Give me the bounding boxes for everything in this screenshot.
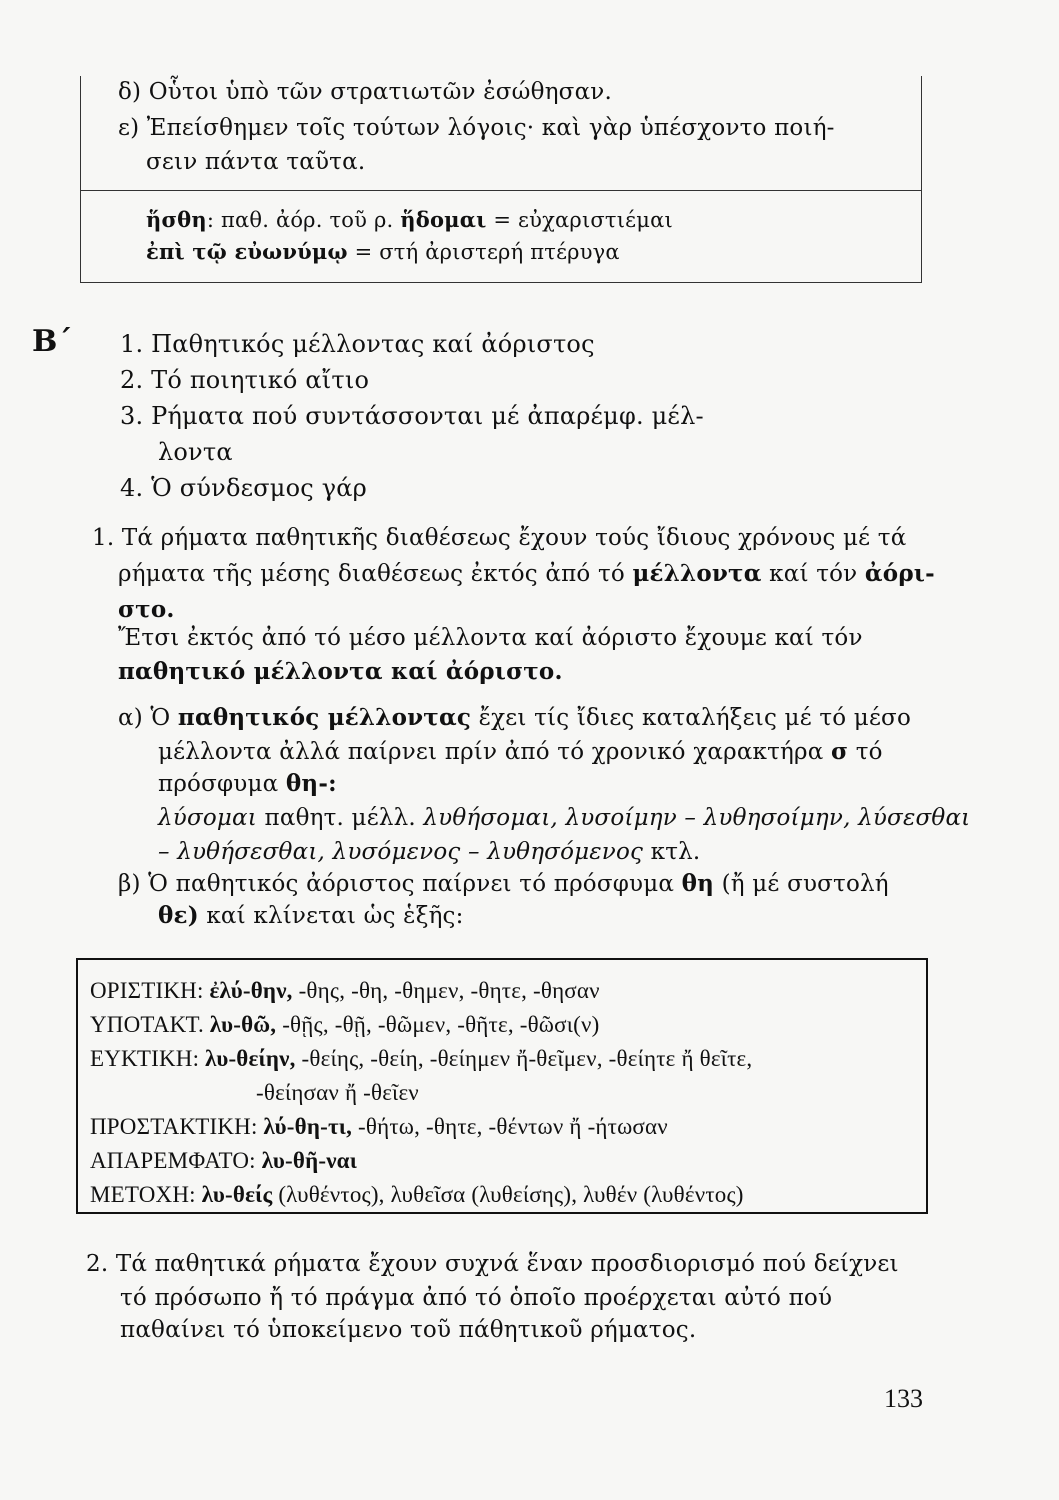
beta-bold: θη (681, 870, 715, 897)
section-label: Β΄ (32, 324, 73, 359)
conj-forms: (λυθέντος), λυθεῖσα (λυθείσης), λυθέν (λυθέντος) (278, 1182, 744, 1207)
gloss-term: ἥσθη (146, 207, 207, 232)
alpha-line4 (158, 800, 970, 836)
conj-row-optative-cont: -θείησαν ἤ -θεῖεν (256, 1080, 419, 1105)
conj-forms: -θης, -θη, -θημεν, -θητε, -θησαν (298, 978, 600, 1003)
conj-label: ΜΕΤΟΧΗ: (90, 1182, 196, 1207)
exercise-delta: δ) Οὗτοι ὑπὸ τῶν στρατιωτῶν ἐσώθησαν. (118, 79, 612, 105)
conj-forms: -θῇς, -θῇ, -θῶμεν, -θῆτε, -θῶσι(ν) (282, 1012, 600, 1037)
conj-row-indicative (90, 974, 752, 1008)
box-divider (81, 190, 921, 191)
beta-line2 (158, 898, 464, 934)
conj-bold: λυ-θείς (201, 1182, 273, 1207)
para1-bold: παθητικό μέλλοντα καί ἀόριστο. (118, 658, 563, 685)
para2-line2: τό πρόσωπο ἤ τό πράγμα ἀπό τό ὁποῖο προέρχεται αὐτό πού (120, 1285, 833, 1311)
alpha-text: μέλλοντα ἀλλά παίρνει πρίν ἀπό τό χρονικό χαρακτήρα (158, 739, 824, 765)
section-outline (120, 326, 704, 506)
para1-bold: ἀόρι- (864, 560, 935, 587)
conj-row-optative (90, 1042, 752, 1076)
gloss-line-2 (146, 234, 620, 270)
outline-item: λοντα (158, 438, 233, 466)
alpha-bold: σ (831, 738, 849, 765)
alpha-line5 (158, 834, 700, 870)
conj-label: ΥΠΟΤΑΚΤ. (90, 1012, 204, 1037)
alpha-italic: λύσομαι (158, 805, 258, 831)
para1-line1: 1. Τά ρήματα παθητικῆς διαθέσεως ἔχουν τούς ἴδιους χρόνους μέ τά (92, 525, 907, 551)
beta-line1 (118, 866, 889, 902)
alpha-line3 (158, 766, 337, 802)
gloss-line-1 (146, 202, 673, 238)
conj-forms: -θήτω, -θητε, -θέντων ἤ -ήτωσαν (358, 1114, 668, 1139)
outline-item: 1. Παθητικός μέλλοντας καί ἀόριστος (120, 330, 595, 358)
beta-text: καί κλίνεται ὡς ἑξῆς: (206, 903, 464, 929)
alpha-bold: παθητικός μέλλοντας (177, 704, 472, 731)
para1-line2 (118, 556, 935, 592)
para1-bold: μέλλοντα (632, 560, 762, 587)
conj-label: ΠΡΟΣΤΑΚΤΙΚΗ: (90, 1114, 258, 1139)
conj-bold: λυ-θῆ-ναι (261, 1148, 358, 1173)
alpha-italic: λυθήσομαι, λυσοίμην – λυθησοίμην, λύσεσθαι (423, 805, 971, 831)
beta-text: β) Ὁ παθητικός ἀόριστος παίρνει τό πρόσφυμα (118, 871, 675, 897)
para1-bold: στο. (118, 596, 175, 623)
alpha-line1 (118, 700, 911, 736)
beta-text: (ἤ μέ συστολή (721, 871, 889, 897)
outline-item: 4. Ὁ σύνδεσμος γάρ (120, 474, 367, 502)
conj-row-imperative (90, 1110, 752, 1144)
para2-line3: παθαίνει τό ὑποκείμενο τοῦ πάθητικοῦ ρήματος. (120, 1317, 697, 1343)
alpha-italic: – λυθήσεσθαι, λυσόμενος – λυθησόμενος (158, 839, 644, 865)
conj-row-participle (90, 1178, 752, 1212)
conj-bold: λυ-θείην, (205, 1046, 296, 1071)
conj-row-infinitive (90, 1144, 752, 1178)
conjugation-rows (90, 974, 752, 1212)
gloss-text: = στή ἀριστερή πτέρυγα (354, 240, 620, 264)
outline-item: 3. Ρήματα πού συντάσσονται μέ ἀπαρέμφ. μέλ- (120, 402, 704, 430)
exercise-epsilon-line1: ε) Ἐπείσθημεν τοῖς τούτων λόγοις· καὶ γὰρ ὑπέσχοντο ποιή- (118, 115, 835, 141)
para1-text: καί τόν (769, 561, 858, 587)
gloss-text: : παθ. ἀόρ. τοῦ ρ. (206, 208, 394, 232)
conj-forms: -θείης, -θείη, -θείημεν ἤ-θεῖμεν, -θείητε ἤ θεῖτε, (301, 1046, 753, 1071)
alpha-text: κτλ. (650, 839, 701, 865)
exercise-epsilon-line2: σειν πάντα ταῦτα. (146, 149, 366, 175)
conj-label: ΕΥΚΤΙΚΗ: (90, 1046, 200, 1071)
conj-bold: λύ-θη-τι, (263, 1114, 353, 1139)
beta-bold: θε) (158, 902, 199, 929)
conj-bold: ἐλύ-θην, (209, 978, 293, 1003)
para2-line1: 2. Τά παθητικά ρήματα ἔχουν συχνά ἕναν προσδιορισμό πού δείχνει (86, 1251, 899, 1277)
conj-label: ΟΡΙΣΤΙΚΗ: (90, 978, 204, 1003)
alpha-text: ἔχει τίς ἴδιες καταλήξεις μέ τό μέσο (478, 705, 912, 731)
page-number: 133 (884, 1384, 923, 1413)
alpha-bold: θη-: (285, 770, 337, 797)
gloss-term: ἥδομαι (400, 207, 487, 232)
outline-item: 2. Τό ποιητικό αἴτιο (120, 366, 370, 394)
gloss-text: = εὐχαριστιέμαι (493, 208, 673, 232)
para1-text: ρήματα τῆς μέσης διαθέσεως ἐκτός ἀπό τό (118, 561, 625, 587)
alpha-text: πρόσφυμα (158, 771, 279, 797)
alpha-text: παθητ. μέλλ. (264, 805, 416, 831)
conj-row-subjunctive (90, 1008, 752, 1042)
alpha-line2 (158, 734, 883, 770)
para1-line5 (118, 654, 563, 690)
conj-bold: λυ-θῶ, (209, 1012, 277, 1037)
para1-line4: Ἔτσι ἐκτός ἀπό τό μέσο μέλλοντα καί ἀόριστο ἔχουμε καί τόν (118, 625, 863, 651)
gloss-term: ἐπὶ τῷ εὐωνύμῳ (146, 239, 348, 264)
conj-label: ΑΠΑΡΕΜΦΑΤΟ: (90, 1148, 256, 1173)
alpha-text: τό (855, 739, 883, 765)
alpha-text: α) Ὁ (118, 705, 171, 731)
